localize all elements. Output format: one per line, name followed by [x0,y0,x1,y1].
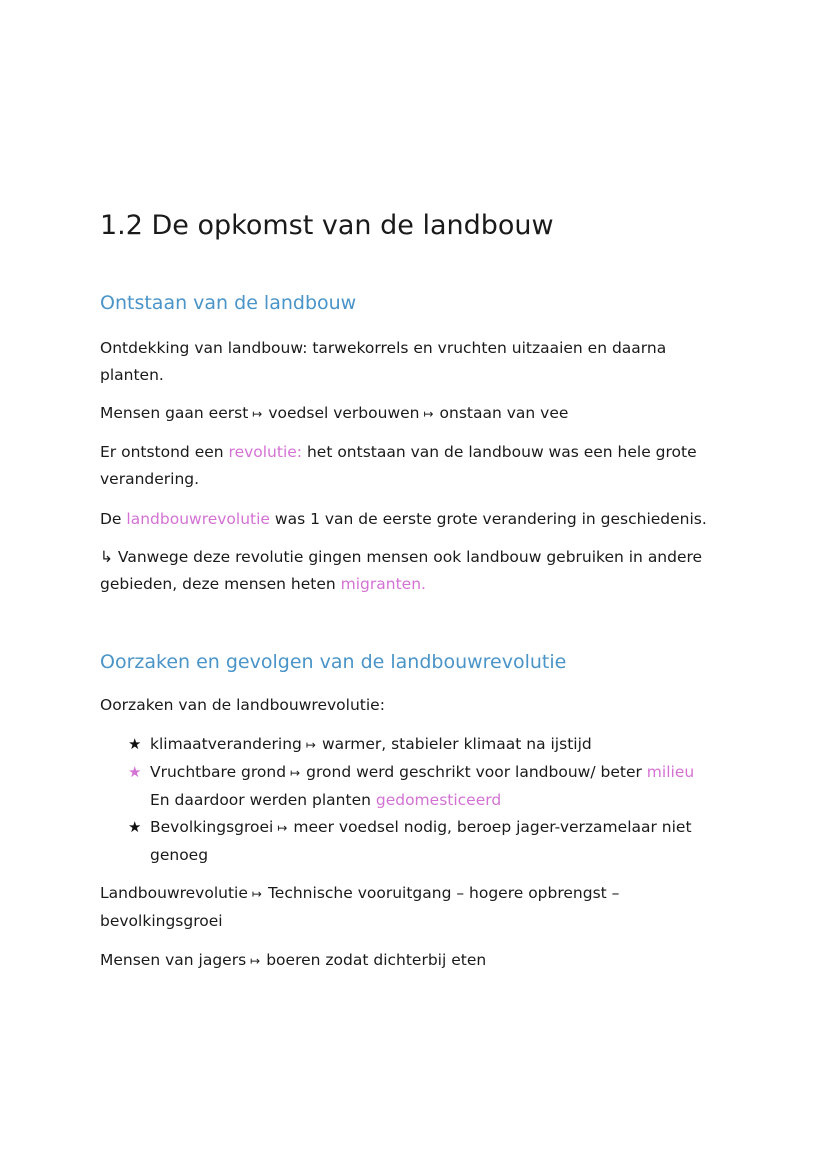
mapsto-arrow-icon: ↦ [305,738,316,752]
highlight-term: landbouwrevolutie [126,510,270,528]
text-segment: Landbouwrevolutie [100,884,248,902]
paragraph-gevolgen [100,880,720,935]
text-segment: Mensen van jagers [100,951,247,969]
highlight-term: revolutie: [228,443,303,461]
paragraph-mensen-eerst [100,400,720,428]
text-segment: meer voedsel nodig, beroep jager-verzamelaar niet genoeg [150,818,692,864]
text-segment: De [100,510,127,528]
highlight-term: gedomesticeerd [375,791,502,809]
highlight-term: migranten. [340,575,426,593]
text-segment: Er ontstond een [100,443,229,461]
text-segment: boeren zodat dichterbij eten [266,951,487,969]
text-segment: Mensen gaan eerst [100,404,249,422]
paragraph-oorzaken-intro: Oorzaken van de landbouwrevolutie: [100,696,385,714]
paragraph-jagers-boeren [100,947,720,975]
mapsto-arrow-icon: ↦ [423,407,434,421]
mapsto-arrow-icon: ↦ [250,954,261,968]
star-bullet-icon: ★ [128,818,142,836]
list-item [128,814,718,869]
highlight-term: milieu [646,763,695,781]
text-segment: was 1 van de eerste grote verandering in geschiedenis. [269,510,707,528]
paragraph-ontdekking: Ontdekking van landbouw: tarwekorrels en vruchten uitzaaien en daarna planten. [100,339,667,384]
section-heading-ontstaan: Ontstaan van de landbouw [100,292,357,314]
text-segment: Vruchtbare grond [150,763,287,781]
paragraph-revolutie [100,439,720,493]
paragraph-migranten [100,544,720,598]
list-item [128,759,718,814]
mapsto-arrow-icon: ↦ [290,766,301,780]
text-segment: het ontstaan van de landbouw was een hele grote verandering. [100,443,697,488]
causes-list [128,731,718,869]
text-segment: warmer, stabieler klimaat na ijstijd [321,735,592,753]
text-segment: Bevolkingsgroei [150,818,274,836]
section-heading-oorzaken: Oorzaken en gevolgen van de landbouwrevolutie [100,651,567,673]
page-title: 1.2 De opkomst van de landbouw [100,210,554,241]
text-segment: klimaatverandering [150,735,302,753]
list-item [128,731,718,759]
paragraph-landbouwrevolutie [100,506,720,533]
mapsto-arrow-icon: ↦ [251,887,262,901]
star-bullet-icon: ★ [128,763,142,781]
text-segment: En daardoor werden planten [150,791,376,809]
mapsto-arrow-icon: ↦ [277,821,288,835]
mapsto-arrow-icon: ↦ [252,407,263,421]
text-segment: grond werd geschrikt voor landbouw/ beter [306,763,647,781]
text-segment: voedsel verbouwen [268,404,420,422]
text-segment: ↳ Vanwege deze revolutie gingen mensen ook landbouw gebruiken in andere gebieden, deze mensen heten [100,548,703,593]
text-segment: onstaan van vee [439,404,569,422]
star-bullet-icon: ★ [128,735,142,753]
text-segment: Technische vooruitgang – hogere opbrengst – bevolkingsgroei [100,884,620,930]
